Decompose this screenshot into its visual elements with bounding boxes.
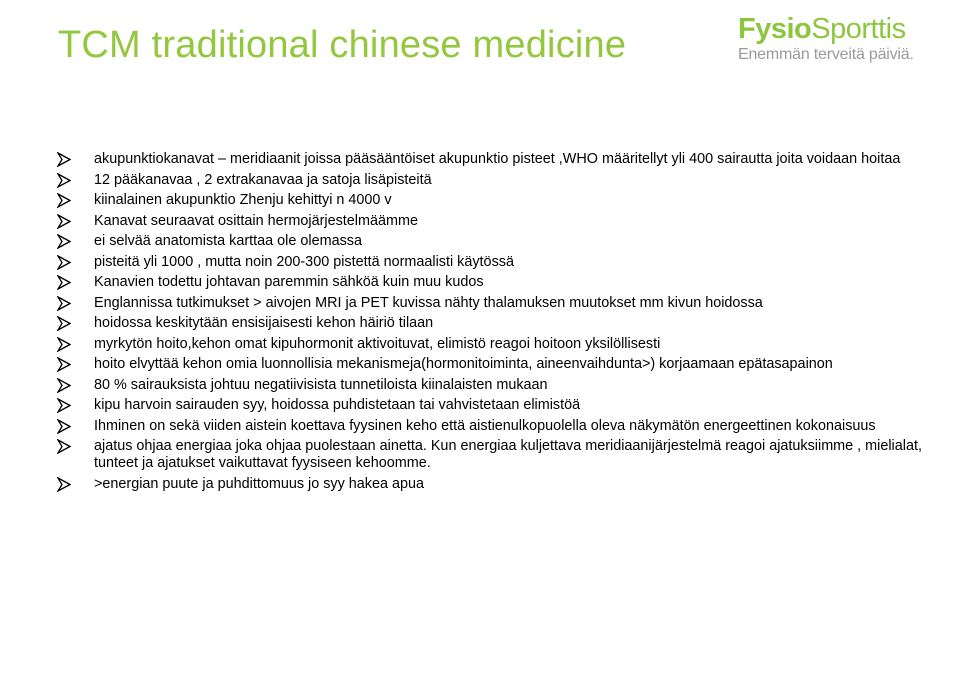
- bullet-text: Kanavat seuraavat osittain hermojärjestelmäämme: [94, 212, 418, 229]
- bullet-text: akupunktiokanavat – meridiaanit joissa pääsääntöiset akupunktio pisteet ,WHO määritellyt yli 400 sairautta joita voidaan hoitaa: [94, 151, 901, 167]
- list-item: [57, 315, 937, 332]
- list-item: [57, 192, 937, 209]
- arrowhead-bullet-icon: [57, 296, 71, 311]
- bullet-text: 80 % sairauksista johtuu negatiivisista tunnetiloista kiinalaisten mukaan: [94, 376, 548, 393]
- arrowhead-bullet-icon: [57, 419, 71, 434]
- list-item: [57, 336, 937, 353]
- bullet-text: hoito elvyttää kehon omia luonnollisia mekanismeja(hormonitoiminta, aineenvaihdunta>) korjaamaan epätasapainon: [94, 356, 833, 372]
- list-item: [57, 151, 937, 168]
- arrowhead-bullet-icon: [57, 275, 71, 290]
- list-item: [57, 438, 937, 472]
- logo-brand-part1: Fysio: [738, 13, 812, 45]
- bullet-text: myrkytön hoito,kehon omat kipuhormonit aktivoituvat, elimistö reagoi hoitoon yksilöllisesti: [94, 335, 661, 352]
- bullet-text: kiinalainen akupunktio Zhenju kehittyi n 4000 v: [94, 192, 392, 208]
- bullet-text: >energian puute ja puhdittomuus jo syy hakea apua: [94, 475, 425, 492]
- bullet-text: Englannissa tutkimukset > aivojen MRI ja PET kuvissa nähty thalamuksen muutokset mm kivun hoidossa: [94, 294, 763, 311]
- arrowhead-bullet-icon: [57, 477, 71, 492]
- bullet-text: 12 pääkanavaa , 2 extrakanavaa ja satoja lisäpisteitä: [94, 171, 432, 188]
- logo-tagline: Enemmän terveitä päiviä.: [738, 46, 914, 63]
- bullet-text: kipu harvoin sairauden syy, hoidossa puhdistetaan tai vahvistetaan elimistöä: [94, 397, 581, 413]
- bullet-list: [57, 151, 937, 496]
- arrowhead-bullet-icon: [57, 316, 71, 331]
- arrowhead-bullet-icon: [57, 152, 71, 167]
- list-item: [57, 476, 937, 493]
- list-item: [57, 295, 937, 312]
- logo-brand-part2: Sporttis: [811, 13, 906, 45]
- arrowhead-bullet-icon: [57, 255, 71, 270]
- arrowhead-bullet-icon: [57, 398, 71, 413]
- arrowhead-bullet-icon: [57, 439, 71, 454]
- arrowhead-bullet-icon: [57, 378, 71, 393]
- list-item: [57, 397, 937, 414]
- arrowhead-bullet-icon: [57, 357, 71, 372]
- fysiosporttis-logo: [738, 12, 938, 64]
- arrowhead-bullet-icon: [57, 173, 71, 188]
- list-item: [57, 213, 937, 230]
- list-item: [57, 418, 937, 435]
- bullet-text: hoidossa keskitytään ensisijaisesti kehon häiriö tilaan: [94, 315, 434, 331]
- bullet-text: ei selvää anatomista karttaa ole olemassa: [94, 233, 362, 249]
- arrowhead-bullet-icon: [57, 234, 71, 249]
- logo-brand: [738, 12, 938, 46]
- slide-title: TCM traditional chinese medicine: [58, 24, 627, 66]
- bullet-text: ajatus ohjaa energiaa joka ohjaa puolestaan ainetta. Kun energiaa kuljettava meridiaanijärjestelmä reagoi ajatuksiimme , mielialat, tunteet ja ajatukset vaikuttavat fyysiseen kehoomme.: [94, 438, 922, 471]
- list-item: [57, 254, 937, 271]
- arrowhead-bullet-icon: [57, 193, 71, 208]
- bullet-text: pisteitä yli 1000 , mutta noin 200-300 pistettä normaalisti käytössä: [94, 253, 514, 270]
- list-item: [57, 172, 937, 189]
- arrowhead-bullet-icon: [57, 214, 71, 229]
- arrowhead-bullet-icon: [57, 337, 71, 352]
- list-item: [57, 233, 937, 250]
- bullet-text: Ihminen on sekä viiden aistein koettava fyysinen keho että aistienulkopuolella oleva näkymätön energeettinen kokonaisuus: [94, 417, 876, 434]
- bullet-text: Kanavien todettu johtavan paremmin sähköä kuin muu kudos: [94, 274, 484, 290]
- list-item: [57, 356, 937, 373]
- list-item: [57, 377, 937, 394]
- list-item: [57, 274, 937, 291]
